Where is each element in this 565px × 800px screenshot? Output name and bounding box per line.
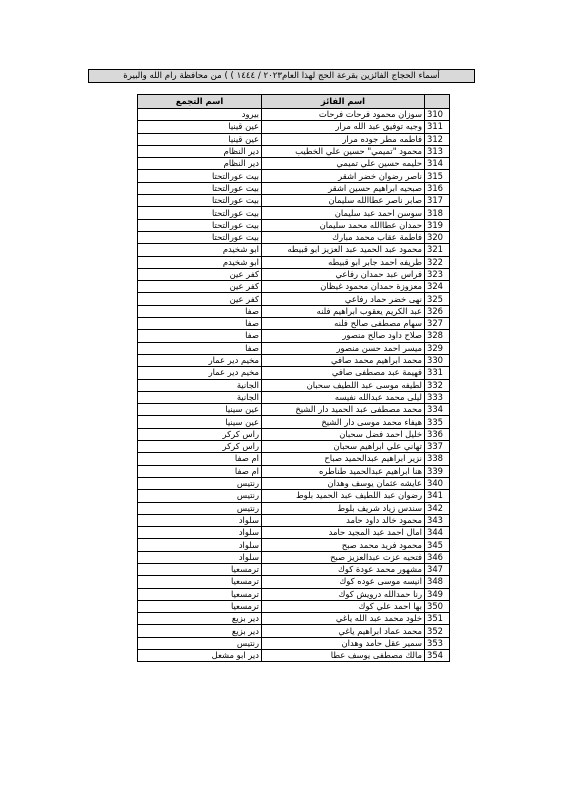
row-name: سوزان محمود فرحات فرحات — [262, 109, 425, 121]
table-row — [138, 650, 450, 662]
row-place: عين قينيا — [138, 133, 262, 145]
row-place: عين سينيا — [138, 416, 262, 428]
row-number: 314 — [425, 158, 450, 170]
row-name: محمود خالد داود حامد — [262, 514, 425, 526]
row-name: فهيمة عبد مصطفى صافي — [262, 367, 425, 379]
row-name: محمد مصطفى عبد الحميد دار الشيخ — [262, 404, 425, 416]
row-place: كفر عين — [138, 281, 262, 293]
row-place: بيت عورالتحتا — [138, 195, 262, 207]
row-name: فراس عبد حمدان رفاعي — [262, 268, 425, 280]
row-place: بيت عورالتحتا — [138, 182, 262, 194]
row-number: 350 — [425, 600, 450, 612]
row-number: 326 — [425, 305, 450, 317]
row-number: 335 — [425, 416, 450, 428]
table-row — [138, 576, 450, 588]
row-number: 311 — [425, 121, 450, 133]
table-row — [138, 109, 450, 121]
row-number: 325 — [425, 293, 450, 305]
row-place: الجانية — [138, 379, 262, 391]
row-place: بيرود — [138, 109, 262, 121]
row-number: 337 — [425, 441, 450, 453]
table-row — [138, 145, 450, 157]
row-name: رنا حمدالله درويش كوك — [262, 588, 425, 600]
row-place: سلواد — [138, 527, 262, 539]
row-name: ليلى محمد عبدالله نفيسه — [262, 391, 425, 403]
row-name: محمود عبد الحميد عبد العزيز ابو قبيطه — [262, 244, 425, 256]
row-name: عبد الكريم يعقوب ابراهيم فلنه — [262, 305, 425, 317]
row-name: انيسه موسى عوده كوك — [262, 576, 425, 588]
row-number: 340 — [425, 477, 450, 489]
table-row — [138, 244, 450, 256]
row-number: 331 — [425, 367, 450, 379]
row-number: 349 — [425, 588, 450, 600]
row-place: بيت عورالتحتا — [138, 231, 262, 243]
table-row — [138, 318, 450, 330]
row-name: لطيفه موسى عبد اللطيف سحبان — [262, 379, 425, 391]
row-place: الجانية — [138, 391, 262, 403]
row-name: سندس زياد شريف بلوط — [262, 502, 425, 514]
table-row — [138, 539, 450, 551]
row-place: ابو شخيدم — [138, 244, 262, 256]
row-name: هنا ابراهيم عبدالحميد طناطره — [262, 465, 425, 477]
row-place: صفا — [138, 318, 262, 330]
row-name: مشهور محمد عودة كوك — [262, 563, 425, 575]
row-number: 332 — [425, 379, 450, 391]
row-number: 344 — [425, 527, 450, 539]
row-name: نهى خضر حماد رفاعي — [262, 293, 425, 305]
table-row — [138, 477, 450, 489]
table-row — [138, 367, 450, 379]
table-row — [138, 502, 450, 514]
row-number: 336 — [425, 428, 450, 440]
row-number: 342 — [425, 502, 450, 514]
row-name: نزير ابراهيم عبدالحميد صباح — [262, 453, 425, 465]
row-place: صفا — [138, 342, 262, 354]
row-number: 334 — [425, 404, 450, 416]
row-place: رنتيس — [138, 502, 262, 514]
table-row — [138, 563, 450, 575]
table-row — [138, 453, 450, 465]
row-number: 339 — [425, 465, 450, 477]
row-place: دير بزيع — [138, 625, 262, 637]
row-number: 352 — [425, 625, 450, 637]
table-row — [138, 465, 450, 477]
table-row — [138, 391, 450, 403]
table-row — [138, 404, 450, 416]
row-name: محمود فريد محمد صبح — [262, 539, 425, 551]
row-number: 317 — [425, 195, 450, 207]
row-number: 351 — [425, 613, 450, 625]
row-name: صبحيه ابراهيم حسين اشقر — [262, 182, 425, 194]
header-name: اسم الفائز — [262, 95, 425, 109]
row-place: دير ابو مشعل — [138, 650, 262, 662]
row-place: راس كركر — [138, 441, 262, 453]
row-place: صفا — [138, 330, 262, 342]
row-name: صابر ناصر عطاالله سليمان — [262, 195, 425, 207]
row-number: 319 — [425, 219, 450, 231]
table-row — [138, 305, 450, 317]
row-place: ترمسعيا — [138, 563, 262, 575]
row-name: خلود محمد عبد الله ياغي — [262, 613, 425, 625]
table-row — [138, 514, 450, 526]
row-name: امال احمد عبد المجيد حامد — [262, 527, 425, 539]
table-row — [138, 551, 450, 563]
row-place: سلواد — [138, 514, 262, 526]
table-row — [138, 588, 450, 600]
row-place: دير بزيع — [138, 613, 262, 625]
row-place: رنتيس — [138, 637, 262, 649]
row-number: 315 — [425, 170, 450, 182]
row-place: راس كركر — [138, 428, 262, 440]
row-place: عين سينيا — [138, 404, 262, 416]
row-number: 353 — [425, 637, 450, 649]
row-place: بيت عورالتحتا — [138, 219, 262, 231]
row-number: 354 — [425, 650, 450, 662]
row-place: بيت عورالتحتا — [138, 207, 262, 219]
table-row — [138, 625, 450, 637]
row-name: عايشه عثمان يوسف وهدان — [262, 477, 425, 489]
table-row — [138, 600, 450, 612]
row-place: ترمسعيا — [138, 588, 262, 600]
row-number: 330 — [425, 354, 450, 366]
row-number: 328 — [425, 330, 450, 342]
row-name: سهام مصطفى صالح فلنه — [262, 318, 425, 330]
row-number: 313 — [425, 145, 450, 157]
table-row — [138, 195, 450, 207]
row-place: سلواد — [138, 539, 262, 551]
row-name: مالك مصطفى يوسف عطا — [262, 650, 425, 662]
row-number: 322 — [425, 256, 450, 268]
row-number: 346 — [425, 551, 450, 563]
row-place: دير النظام — [138, 158, 262, 170]
row-place: عين قينيا — [138, 121, 262, 133]
row-name: ميسر احمد حسن منصور — [262, 342, 425, 354]
row-name: خليل احمد فضل سحبان — [262, 428, 425, 440]
row-number: 345 — [425, 539, 450, 551]
row-place: ترمسعيا — [138, 600, 262, 612]
row-number: 321 — [425, 244, 450, 256]
table-header-row — [138, 95, 450, 109]
winners-table — [137, 94, 450, 662]
row-number: 333 — [425, 391, 450, 403]
table-row — [138, 490, 450, 502]
row-number: 323 — [425, 268, 450, 280]
table-row — [138, 231, 450, 243]
row-name: تهاني علي ابراهيم سحبان — [262, 441, 425, 453]
table-row — [138, 281, 450, 293]
row-name: طريفه احمد جابر ابو قبيطه — [262, 256, 425, 268]
row-name: صلاح داود صالح منصور — [262, 330, 425, 342]
row-place: صفا — [138, 305, 262, 317]
row-number: 348 — [425, 576, 450, 588]
row-place: مخيم دير عمار — [138, 354, 262, 366]
table-row — [138, 121, 450, 133]
row-number: 316 — [425, 182, 450, 194]
row-place: ام صفا — [138, 465, 262, 477]
row-name: سمير عقل حامد وهدان — [262, 637, 425, 649]
row-name: رضوان عبد اللطيف عبد الحميد بلوط — [262, 490, 425, 502]
row-place: كفر عين — [138, 293, 262, 305]
table-row — [138, 379, 450, 391]
row-name: معزوزة حمدان محمود غيظان — [262, 281, 425, 293]
row-number: 318 — [425, 207, 450, 219]
row-name: هيفاء محمد موسى دار الشيخ — [262, 416, 425, 428]
row-name: بها احمد علي كوك — [262, 600, 425, 612]
row-name: سوسن احمد عبد سليمان — [262, 207, 425, 219]
row-number: 343 — [425, 514, 450, 526]
table-row — [138, 613, 450, 625]
row-name: فاطمة عقاب محمد مبارك — [262, 231, 425, 243]
table-row — [138, 133, 450, 145]
row-name: وجيه توفيق عبد الله مرار — [262, 121, 425, 133]
table-row — [138, 219, 450, 231]
table-row — [138, 416, 450, 428]
row-name: فاطمه مطر جوده مرار — [262, 133, 425, 145]
row-number: 338 — [425, 453, 450, 465]
row-place: كفر عين — [138, 268, 262, 280]
row-place: ترمسعيا — [138, 576, 262, 588]
table-row — [138, 256, 450, 268]
row-place: رنتيس — [138, 490, 262, 502]
row-place: رنتيس — [138, 477, 262, 489]
document-title: أسماء الحجاج الفائزين بقرعة الحج لهذا العام٢٠٢٣ / ١٤٤٤ ) ) من محافظة رام الله والبيرة — [88, 69, 475, 83]
table-row — [138, 207, 450, 219]
row-place: سلواد — [138, 551, 262, 563]
row-number: 347 — [425, 563, 450, 575]
row-place: ابو شخيدم — [138, 256, 262, 268]
table-row — [138, 354, 450, 366]
table-row — [138, 441, 450, 453]
table-row — [138, 428, 450, 440]
row-number: 327 — [425, 318, 450, 330]
row-number: 341 — [425, 490, 450, 502]
table-row — [138, 170, 450, 182]
row-number: 320 — [425, 231, 450, 243]
row-number: 312 — [425, 133, 450, 145]
table-row — [138, 158, 450, 170]
row-place: ام صفا — [138, 453, 262, 465]
row-number: 310 — [425, 109, 450, 121]
row-name: فتحيه عزت عبدالعزيز صبح — [262, 551, 425, 563]
table-row — [138, 182, 450, 194]
row-name: محمود "تميمي" حسين علي الخطيب — [262, 145, 425, 157]
row-place: مخيم دير عمار — [138, 367, 262, 379]
row-name: محمد عماد ابراهيم ياغي — [262, 625, 425, 637]
table-row — [138, 637, 450, 649]
header-number — [425, 95, 450, 109]
row-name: ناصر رضوان خضر اشقر — [262, 170, 425, 182]
row-place: بيت عورالتحتا — [138, 170, 262, 182]
row-name: محمد ابراهيم محمد صافي — [262, 354, 425, 366]
header-place: اسم التجمع — [138, 95, 262, 109]
row-number: 329 — [425, 342, 450, 354]
table-row — [138, 330, 450, 342]
row-place: دير النظام — [138, 145, 262, 157]
row-number: 324 — [425, 281, 450, 293]
table-row — [138, 293, 450, 305]
table-row — [138, 268, 450, 280]
table-row — [138, 342, 450, 354]
table-row — [138, 527, 450, 539]
row-name: حليمه حسين علي تميمي — [262, 158, 425, 170]
row-name: حمدان عطاالله محمد سليمان — [262, 219, 425, 231]
